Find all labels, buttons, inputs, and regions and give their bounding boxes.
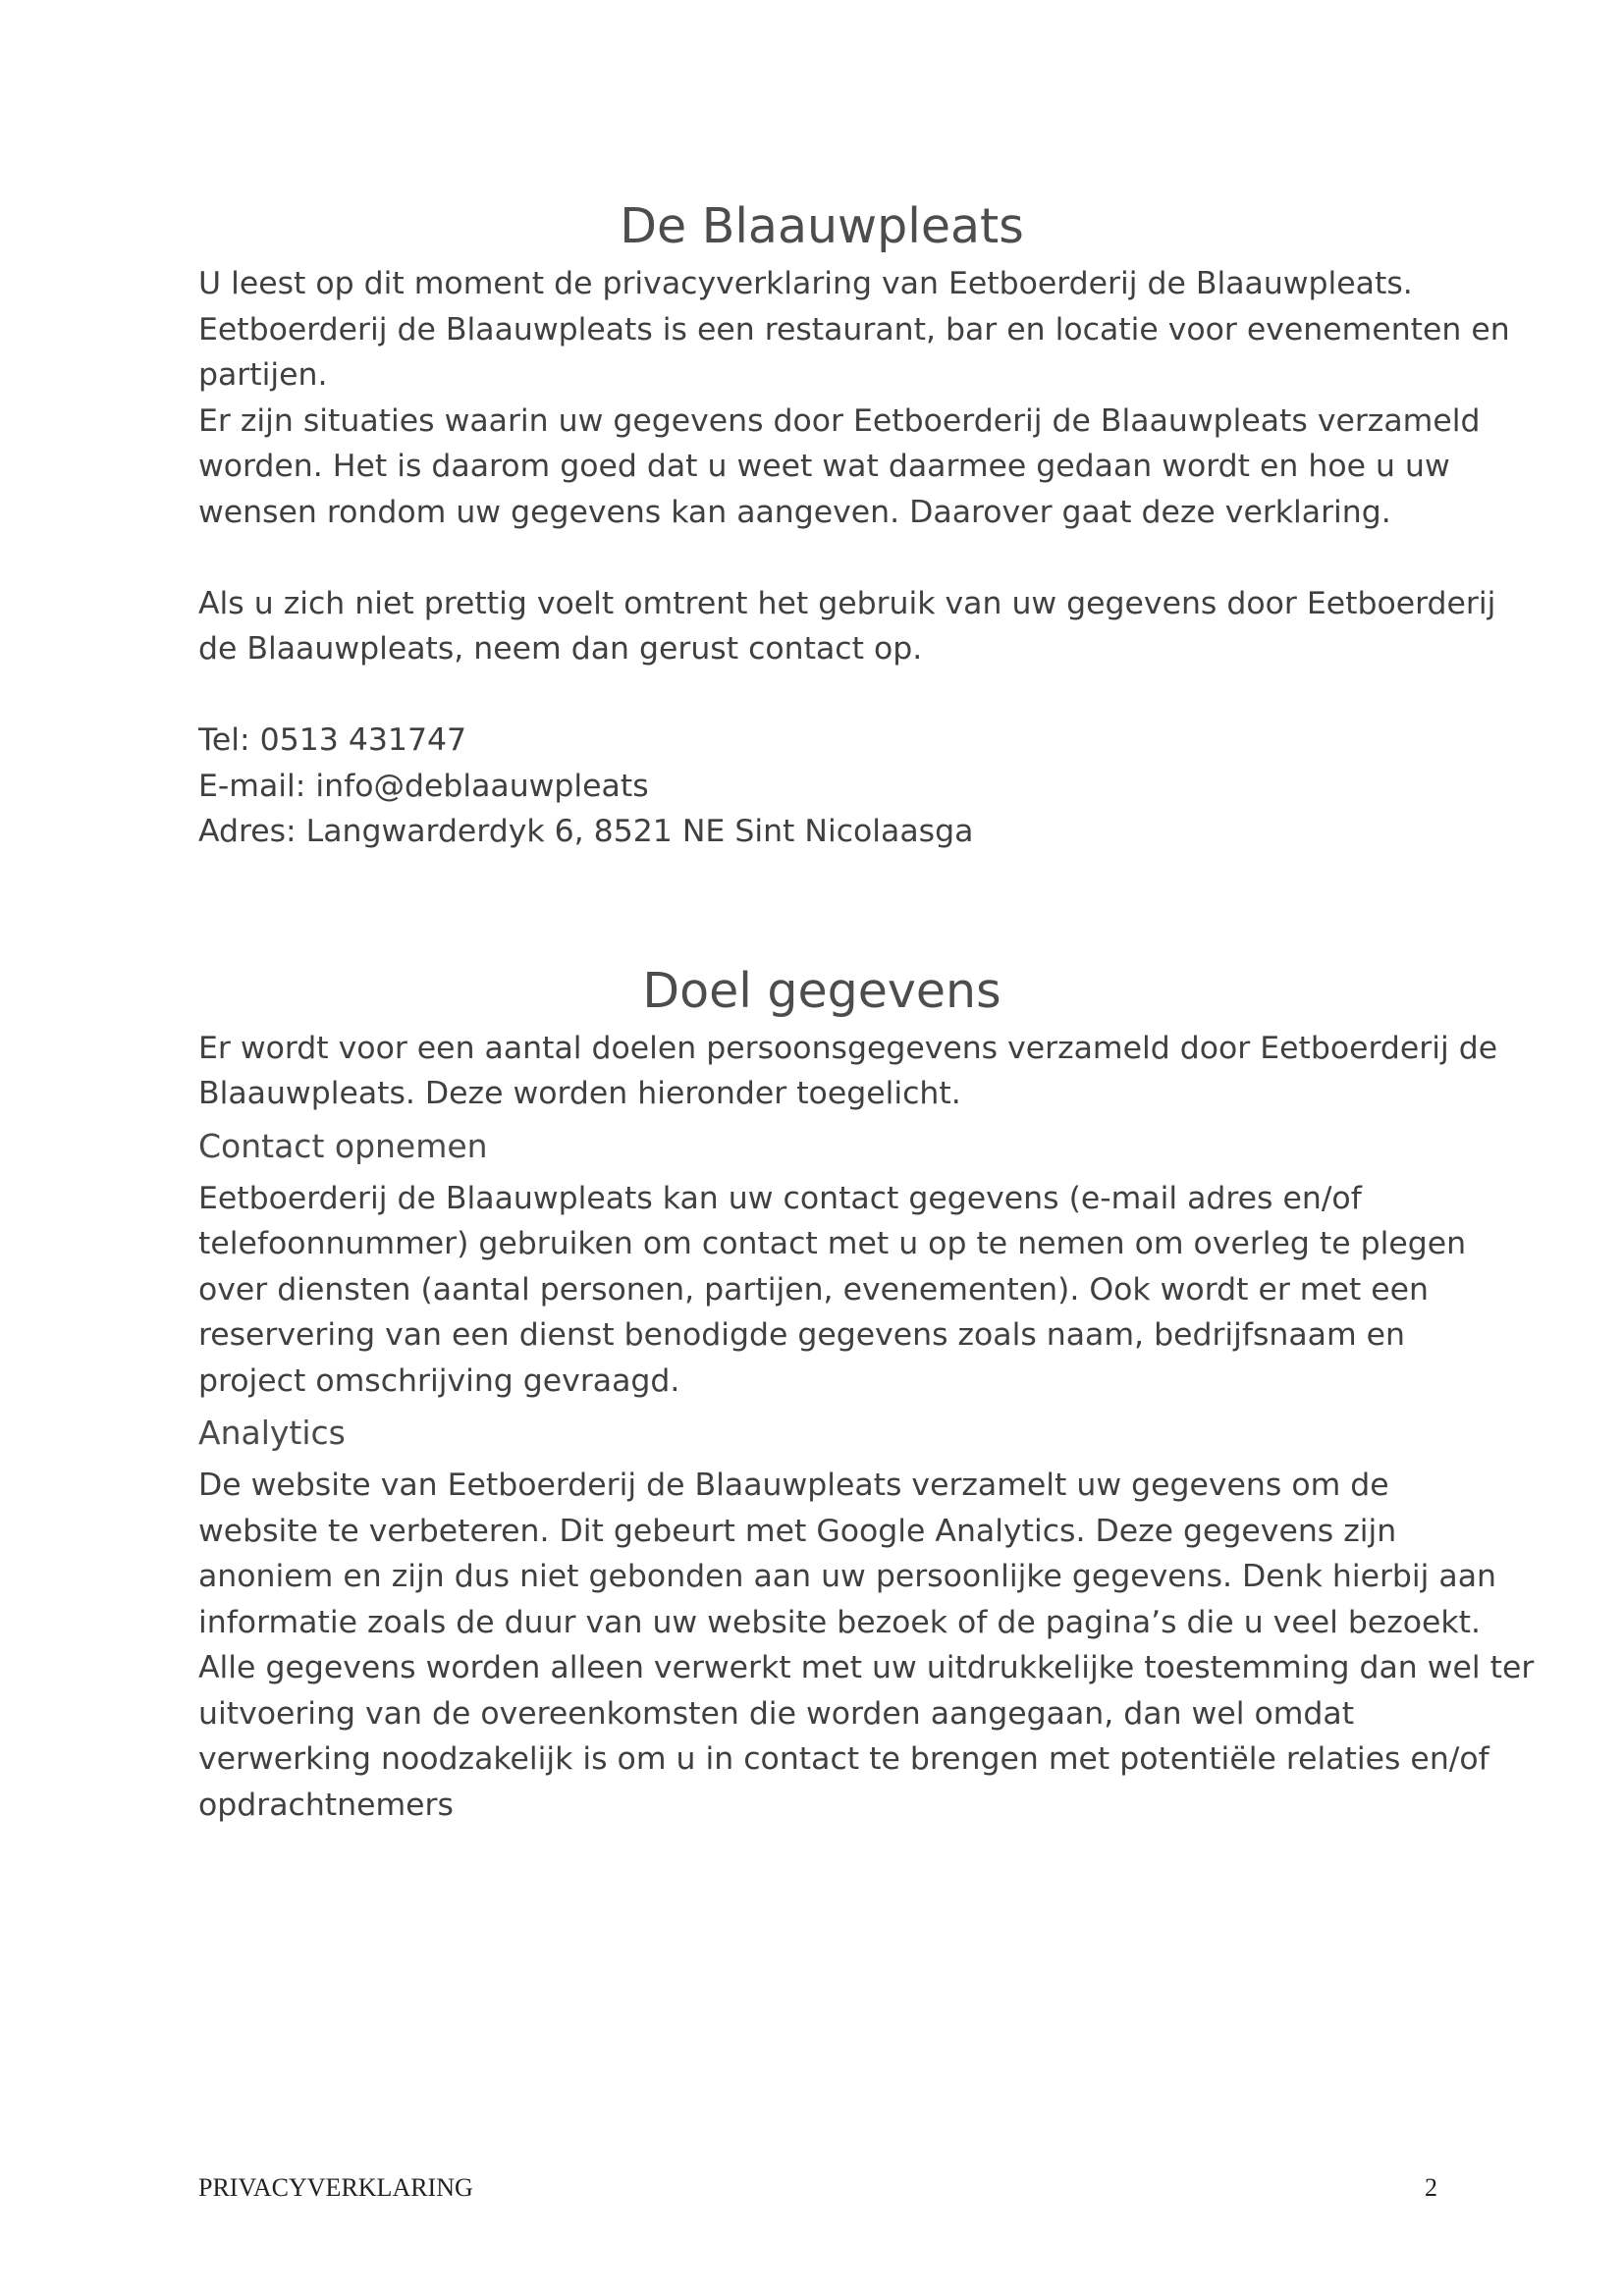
analytics-paragraph [198,1463,1535,1828]
contact-opnemen-paragraph [198,1176,1467,1405]
text-line: over diensten (aantal personen, partijen, evenementen). Ook wordt er met een [198,1271,1429,1308]
text-line: worden. Het is daarom goed dat u weet wat daarmee gedaan wordt en hoe u uw [198,449,1450,484]
text-line: partijen. [198,357,328,393]
paragraph-gap [198,672,1445,719]
text-line: U leest op dit moment de privacyverklaring van Eetboerderij de Blaauwpleats. [198,266,1413,301]
text-line: project omschrijving gevraagd. [198,1362,680,1399]
doel-intro-paragraph [198,1026,1498,1117]
intro-paragraph [198,261,1510,535]
footer-label: PRIVACYVERKLARING [198,2173,473,2202]
text-line: Alle gegevens worden alleen verwerkt met uw uitdrukkelijke toestemming dan wel ter [198,1650,1535,1685]
contact-address: Adres: Langwarderdyk 6, 8521 NE Sint Nicolaasga [198,814,974,849]
text-line: De website van Eetboerderij de Blaauwpleats verzamelt uw gegevens om de [198,1468,1389,1503]
text-line: Blaauwpleats. Deze worden hieronder toegelicht. [198,1076,961,1111]
text-line: Eetboerderij de Blaauwpleats is een restaurant, bar en locatie voor evenementen en [198,311,1510,347]
text-line: uitvoering van de overeenkomsten die worden aangegaan, dan wel omdat [198,1695,1355,1732]
paragraph-gap [198,535,1445,581]
contact-email: E-mail: info@deblaauwpleats [198,768,649,804]
contact-invite-paragraph [198,581,1496,672]
text-line: Als u zich niet prettig voelt omtrent het gebruik van uw gegevens door Eetboerderij [198,585,1496,621]
text-line: telefoonnummer) gebruiken om contact met u op te nemen om overleg te plegen [198,1226,1467,1261]
text-line: Er zijn situaties waarin uw gegevens door Eetboerderij de Blaauwpleats verzameld [198,402,1481,439]
section-title: De Blaauwpleats [620,198,1024,254]
text-line: Eetboerderij de Blaauwpleats kan uw contact gegevens (e-mail adres en/of [198,1180,1362,1216]
subheading-analytics: Analytics [198,1414,346,1452]
text-line: anoniem en zijn dus niet gebonden aan uw persoonlijke gegevens. Denk hierbij aan [198,1559,1497,1594]
contact-phone: Tel: 0513 431747 [198,722,467,758]
subheading-contact-opnemen: Contact opnemen [198,1126,488,1165]
text-line: wensen rondom uw gegevens kan aangeven. Daarover gaat deze verklaring. [198,494,1391,530]
text-line: website te verbeteren. Dit gebeurt met Google Analytics. Deze gegevens zijn [198,1513,1397,1549]
text-line: Er wordt voor een aantal doelen persoonsgegevens verzameld door Eetboerderij de [198,1030,1498,1066]
section-title: Doel gegevens [642,962,1001,1019]
page-number: 2 [1425,2173,1437,2202]
text-line: reservering van een dienst benodigde gegevens zoals naam, bedrijfsnaam en [198,1317,1406,1353]
section-de-blaauwpleats [198,192,1510,855]
contact-details [198,718,1445,855]
text-line: opdrachtnemers [198,1787,454,1823]
section-doel-gegevens [198,957,1535,1829]
text-line: informatie zoals de duur van uw website bezoek of de pagina’s die u veel bezoekt. [198,1604,1482,1640]
text-line: verwerking noodzakelijk is om u in contact te brengen met potentiële relaties en/of [198,1741,1489,1777]
text-line: de Blaauwpleats, neem dan gerust contact op. [198,631,923,667]
page-content [198,192,1535,1828]
